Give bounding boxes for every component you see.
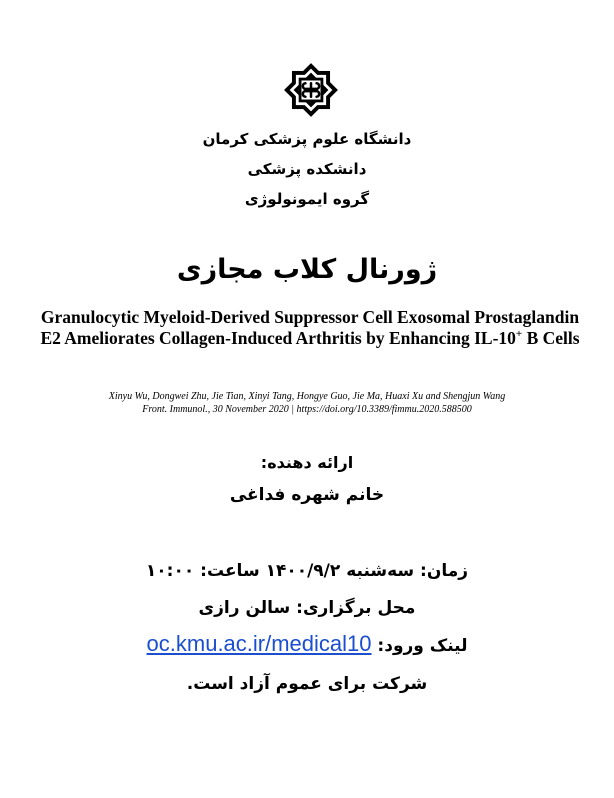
faculty-name: دانشکده پزشکی [247, 160, 367, 178]
link-label: لینک ورود: [371, 636, 468, 656]
university-name: دانشگاه علوم پزشکی کرمان [202, 130, 412, 148]
department-name: گروه ایمونولوژی [244, 190, 370, 208]
event-link-row [0, 631, 614, 657]
journal-club-title: ژورنال کلاب مجازی [176, 254, 438, 285]
kmu-logo-emblem [283, 62, 339, 118]
article-title [40, 307, 580, 349]
article-authors: Xinyu Wu, Dongwei Zhu, Jie Tian, Xinyi Tang, Hongye Guo, Jie Ma, Huaxi Xu and Shengjun Wang [108, 391, 506, 402]
article-citation: Front. Immunol., 30 November 2020 | https://doi.org/10.3389/fimmu.2020.588500 [142, 404, 472, 415]
article-title-superscript: + [515, 328, 523, 341]
event-venue: محل برگزاری: سالن رازی [198, 598, 416, 618]
article-title-text: Granulocytic Myeloid-Derived Suppressor Cell Exosomal Prostaglandin E2 Ameliorates Collagen-Induced Arthritis by Enhancing IL-10 [40, 307, 580, 348]
open-to-public-note: شرکت برای عموم آزاد است. [186, 674, 428, 694]
article-title-end: B Cells [522, 328, 580, 348]
join-link[interactable]: oc.kmu.ac.ir/medical10 [146, 631, 372, 656]
event-datetime: زمان: سه‌شنبه ۱۴۰۰/۹/۲ ساعت: ۱۰:۰۰ [145, 561, 469, 581]
presenter-label: ارائه دهنده: [260, 453, 354, 472]
presenter-name: خانم شهره فداغی [229, 485, 385, 505]
